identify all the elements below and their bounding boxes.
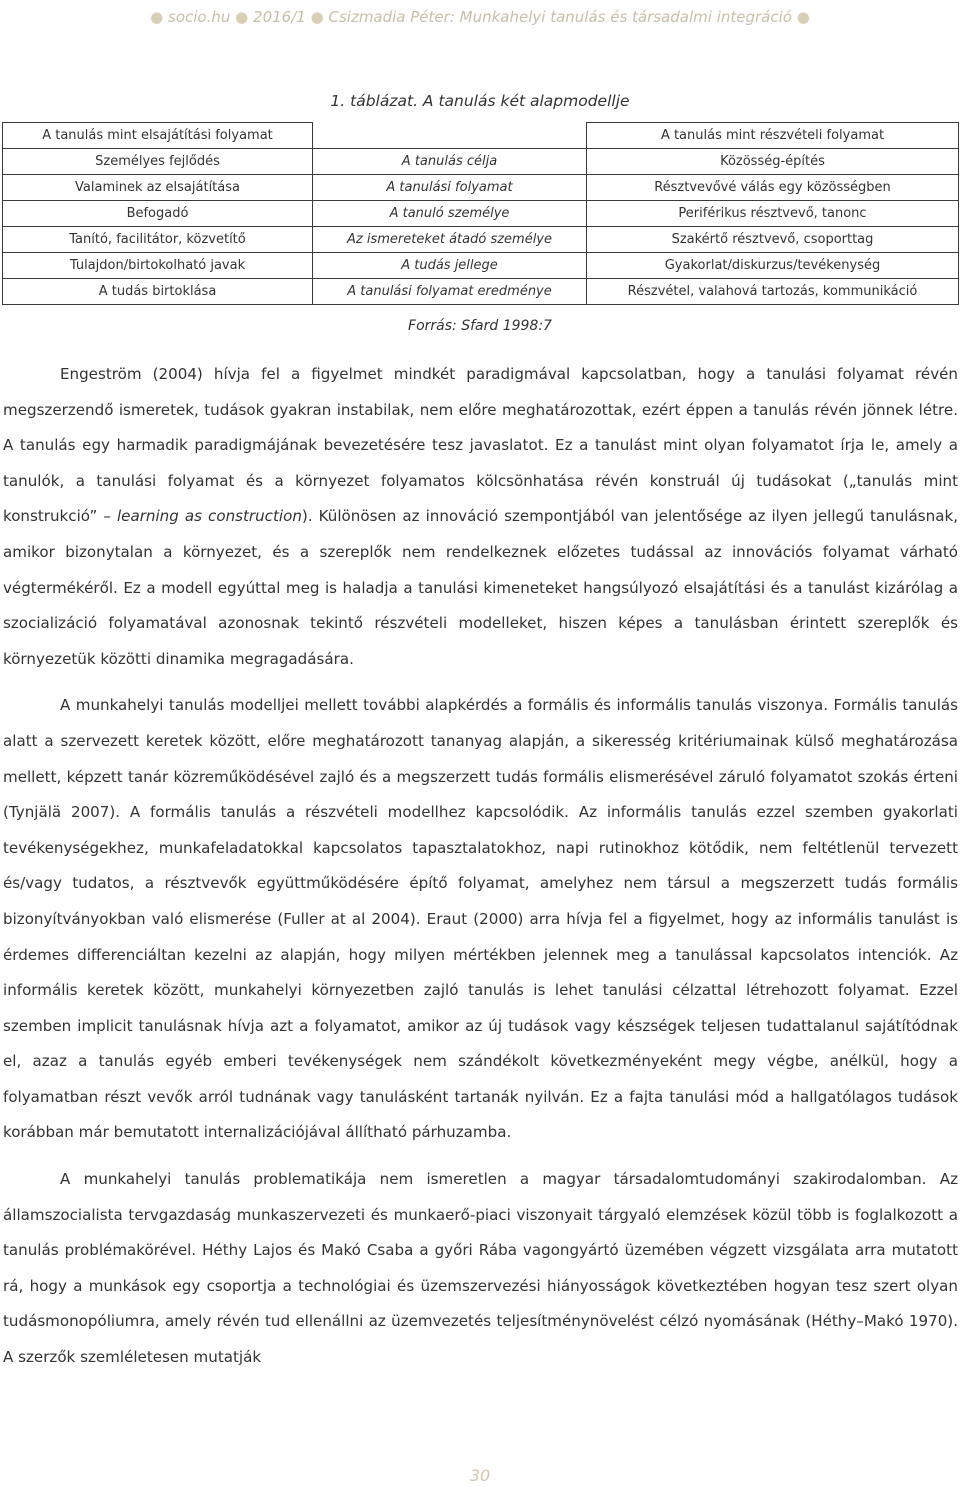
table-row bbox=[3, 227, 959, 253]
table-cell: Periférikus résztvevő, tanonc bbox=[587, 201, 959, 227]
table-cell: Tanító, facilitátor, közvetítő bbox=[3, 227, 313, 253]
italic-term: learning as construction bbox=[116, 507, 302, 526]
page-number: 30 bbox=[469, 1466, 491, 1485]
table-cell: A tanulás célja bbox=[313, 149, 587, 175]
table-cell: A tudás jellege bbox=[313, 253, 587, 279]
table-caption: 1. táblázat. A tanulás két alapmodellje bbox=[330, 92, 630, 110]
column-header: A tanulás mint részvételi folyamat bbox=[587, 123, 959, 149]
table-row bbox=[3, 175, 959, 201]
table-cell: Szakértő résztvevő, csoporttag bbox=[587, 227, 959, 253]
header-site: socio.hu bbox=[168, 8, 231, 26]
bullet-dot-icon: ● bbox=[150, 8, 164, 26]
table-header-row bbox=[3, 123, 959, 149]
table-cell: Résztvevővé válás egy közösségben bbox=[587, 175, 959, 201]
column-header: A tanulás mint elsajátítási folyamat bbox=[3, 123, 313, 149]
table-cell: Valaminek az elsajátítása bbox=[3, 175, 313, 201]
table-row bbox=[3, 149, 959, 175]
bullet-dot-icon: ● bbox=[235, 8, 249, 26]
paragraph: A munkahelyi tanulás problematikája nem ismeretlen a magyar társadalomtudományi szakirodalomban. Az államszocialista tervgazdaság munkaszervezeti és munkaerő-piaci viszonyait tárgyaló elemzések közül több is foglalkozott a tanulás problémakörével. Héthy Lajos és Makó Csaba a győri Rába vagongyártó üzemében végzett vizsgálata arra mutatott rá, hogy a munkások egy csoportja a technológiai és üzemszervezési hiányosságok következtében hogyan tesz szert olyan tudásmonopóliumra, amely révén tud ellenállni az üzemvezetés teljesítménynövelést célzó nyomásának (Héthy–Makó 1970). A szerzők szemléletesen mutatják bbox=[3, 1170, 958, 1367]
article-body bbox=[3, 357, 958, 1376]
table-row bbox=[3, 201, 959, 227]
table-cell: Személyes fejlődés bbox=[3, 149, 313, 175]
table-cell: A tanuló személye bbox=[313, 201, 587, 227]
column-header-empty bbox=[313, 123, 587, 149]
table-row bbox=[3, 279, 959, 305]
table-cell: A tanulási folyamat bbox=[313, 175, 587, 201]
table-cell: A tudás birtoklása bbox=[3, 279, 313, 305]
paragraph bbox=[3, 357, 958, 677]
running-header bbox=[0, 8, 960, 26]
table-cell: Befogadó bbox=[3, 201, 313, 227]
table-row bbox=[3, 253, 959, 279]
table-cell: A tanulási folyamat eredménye bbox=[313, 279, 587, 305]
paragraph-text: ). Különösen az innováció szempontjából van jelentősége az ilyen jellegű tanulásnak, amikor bizonytalan a környezet, és a szereplők nem rendelkeznek előzetes tudással az innovációs folyamat várható végtermékéről. Ez a modell egyúttal meg is haladja a tanulási kimeneteket hangsúlyozó elsajátítási és a tanulást kizárólag a szocializáció folyamatával azonosnak tekintő részvételi modelleket, hiszen képes a tanulásban érintett szereplők és környezetük közötti dinamika megragadására. bbox=[3, 507, 959, 668]
table-cell: Az ismereteket átadó személye bbox=[313, 227, 587, 253]
bullet-dot-icon: ● bbox=[310, 8, 324, 26]
table-cell: Tulajdon/birtokolható javak bbox=[3, 253, 313, 279]
bullet-dot-icon: ● bbox=[796, 8, 810, 26]
paragraph: A munkahelyi tanulás modelljei mellett további alapkérdés a formális és informális tanulás viszonya. Formális tanulás alatt a szervezett keretek között, előre meghatározott tananyag alapján, a sikeresség kritériumainak külső meghatározása mellett, képzett tanár közreműködésével zajló és a megszerzett tudás formális elismerésével záruló folyamatot szokás érteni (Tynjälä 2007). A formális tanulás a részvételi modellhez kapcsolódik. Az informális tanulás ezzel szemben gyakorlati tevékenységekhez, munkafeladatokkal kapcsolatos tapasztalatokhoz, napi rutinokhoz kötődik, nem feltétlenül tervezett és/vagy tudatos, a résztvevők együttműködésére építő folyamat, amelyhez nem társul a megszerzett tudás formális bizonyítványokban való elismerése (Fuller at al 2004). Eraut (2000) arra hívja fel a figyelmet, hogy az informális tanulást is érdemes differenciáltan kezelni az alapján, hogy milyen mértékben jelennek meg a tanulással kapcsolatos intenciók. Az informális keretek között, munkahelyi környezetben zajló tanulás is lehet tanulási célzattal létrehozott folyamat. Ezzel szemben implicit tanulásnak hívja azt a folyamatot, amikor az új tudások vagy készségek teljesen tudattalanul sajátítódnak el, azaz a tanulás egyéb emberi tevékenységek nem szándékolt következményeként megy végbe, anélkül, hogy a folyamatban részt vevők arról tudnának vagy tanulásként tartanák nyilván. Ez a fajta tanulási mód a hallgatólagos tudások korábban már bemutatott internalizációjával állítható párhuzamba. bbox=[3, 696, 958, 1142]
header-article: Csizmadia Péter: Munkahelyi tanulás és társadalmi integráció bbox=[328, 8, 792, 26]
paragraph-text: Engeström (2004) hívja fel a figyelmet mindkét paradigmával kapcsolatban, hogy a tanulási folyamat révén megszerzendő ismeretek, tudások gyakran instabilak, nem előre meghatározottak, ezért éppen a tanulás révén jönnek létre. A tanulás egy harmadik paradigmájának bevezetésére tesz javaslatot. Ez a tanulást mint olyan folyamatot írja le, amely a tanulók, a tanulási folyamat és a környezet folyamatos kölcsönhatása révén konstruál új tudásokat („tanulás mint konstrukció” – bbox=[3, 365, 958, 526]
table-cell: Részvétel, valahová tartozás, kommunikáció bbox=[587, 279, 959, 305]
table-cell: Gyakorlat/diskurzus/tevékenység bbox=[587, 253, 959, 279]
table-source: Forrás: Sfard 1998:7 bbox=[408, 318, 552, 334]
header-issue: 2016/1 bbox=[253, 8, 306, 26]
learning-models-table bbox=[2, 122, 959, 305]
table-cell: Közösség-építés bbox=[587, 149, 959, 175]
